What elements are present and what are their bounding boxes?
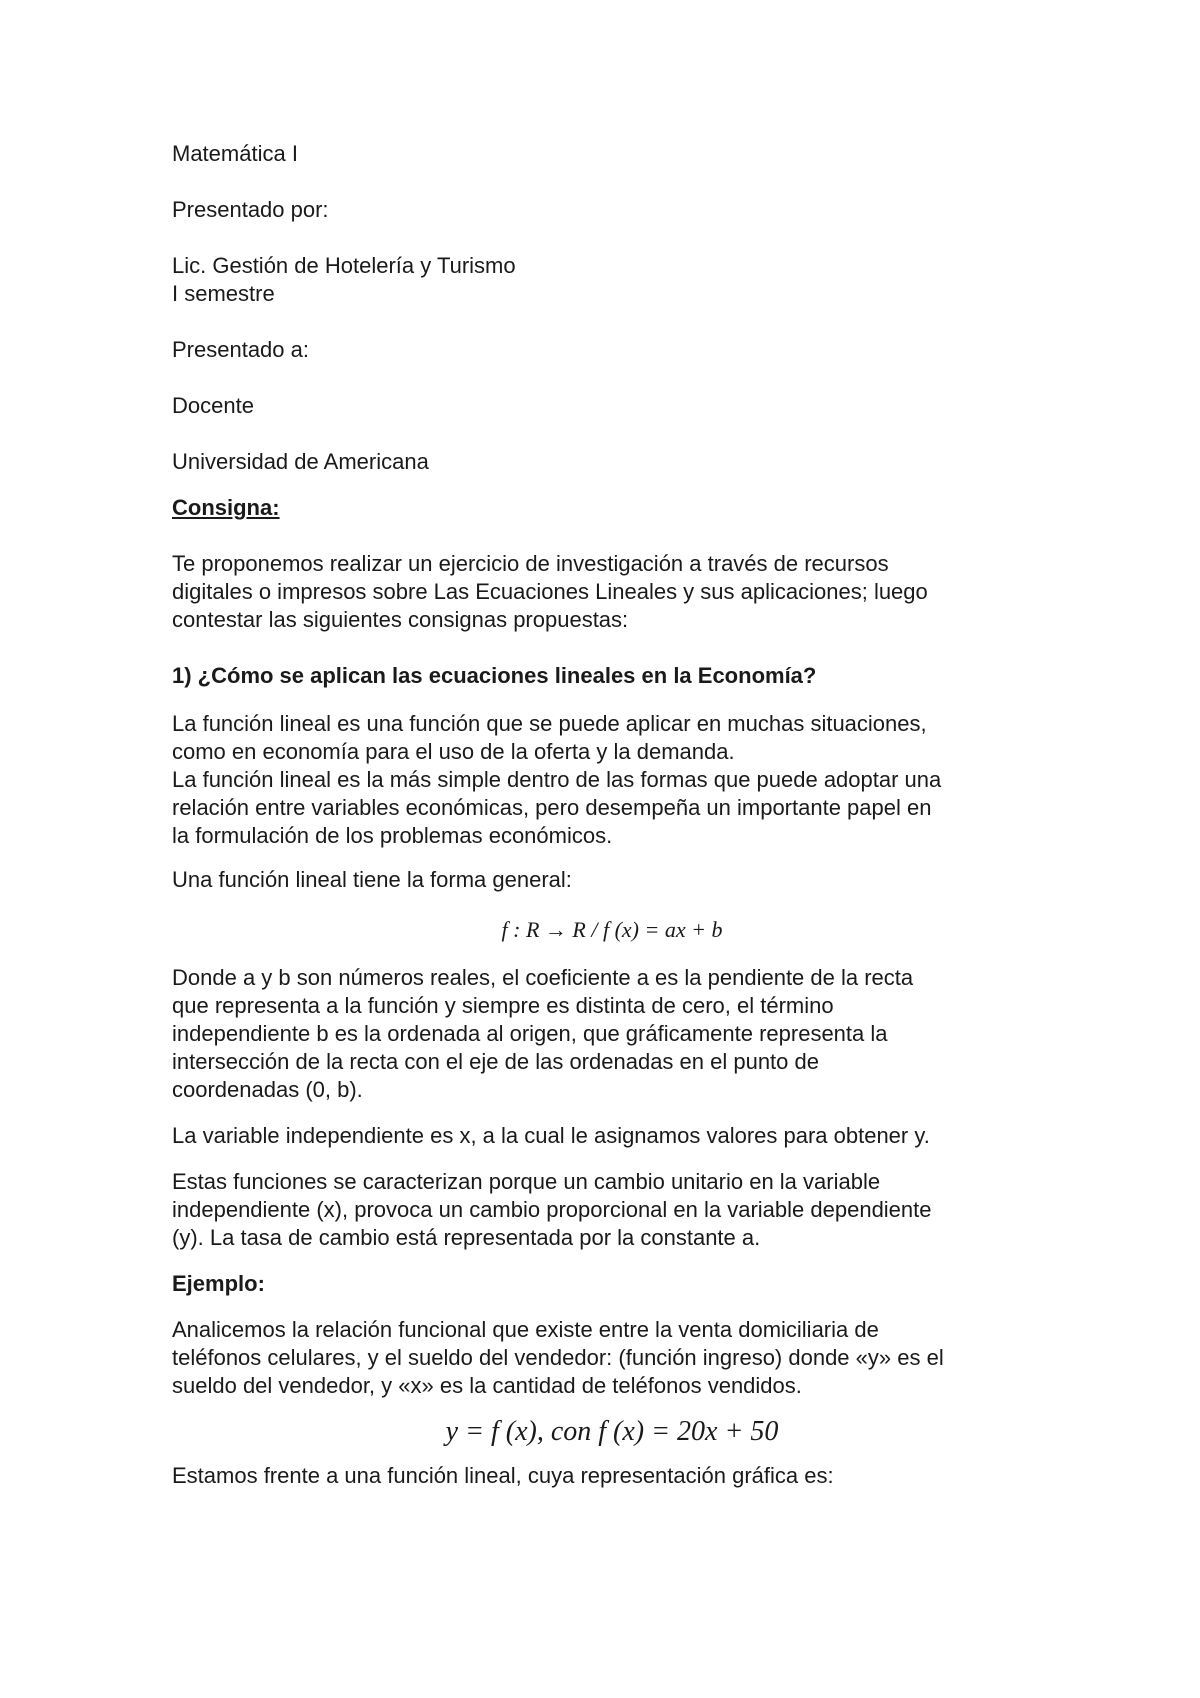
question-1-title: 1) ¿Cómo se aplican las ecuaciones lineales en la Economía? — [172, 663, 817, 688]
paragraph-line: intersección de la recta con el eje de las ordenadas en el punto de — [172, 1049, 819, 1074]
formula-general: f : R → R / f (x) = ax + b — [501, 917, 723, 942]
paragraph-line: La función lineal es una función que se puede aplicar en muchas situaciones, — [172, 711, 927, 736]
paragraph-line: teléfonos celulares, y el sueldo del vendedor: (función ingreso) donde «y» es el — [172, 1345, 944, 1370]
paragraph-line: independiente b es la ordenada al origen, que gráficamente representa la — [172, 1021, 888, 1046]
teacher-name: Docente — [172, 393, 254, 418]
paragraph-4 — [172, 1168, 1052, 1252]
paragraph-line: independiente (x), provoca un cambio proporcional en la variable dependiente — [172, 1197, 932, 1222]
presented-by-label: Presentado por: — [172, 197, 329, 222]
paragraph-line: que representa a la función y siempre es distinta de cero, el término — [172, 993, 834, 1018]
paragraph-line: Donde a y b son números reales, el coeficiente a es la pendiente de la recta — [172, 965, 914, 990]
paragraph-line: Estas funciones se caracterizan porque un cambio unitario en la variable — [172, 1169, 881, 1194]
example-paragraph — [172, 1316, 1052, 1400]
document-page — [172, 140, 1052, 1490]
assignment-intro-line: Te proponemos realizar un ejercicio de investigación a través de recursos — [172, 551, 889, 576]
assignment-intro — [172, 550, 1052, 634]
closing-sentence: Estamos frente a una función lineal, cuya representación gráfica es: — [172, 1463, 834, 1488]
paragraph-line: coordenadas (0, b). — [172, 1077, 363, 1102]
paragraph-line: La función lineal es la más simple dentro de las formas que puede adoptar una — [172, 767, 942, 792]
general-form-label: Una función lineal tiene la forma general: — [172, 867, 572, 892]
semester: I semestre — [172, 281, 275, 306]
paragraph-line: como en economía para el uso de la oferta y la demanda. — [172, 739, 735, 764]
assignment-intro-line: digitales o impresos sobre Las Ecuaciones Lineales y sus aplicaciones; luego — [172, 579, 928, 604]
assignment-heading: Consigna: — [172, 495, 280, 520]
university-name: Universidad de Americana — [172, 449, 429, 474]
paragraph-1 — [172, 710, 1052, 850]
program-name: Lic. Gestión de Hotelería y Turismo — [172, 253, 516, 278]
assignment-intro-line: contestar las siguientes consignas propuestas: — [172, 607, 629, 632]
paragraph-2 — [172, 964, 1052, 1104]
paragraph-line: Analicemos la relación funcional que existe entre la venta domiciliaria de — [172, 1317, 879, 1342]
paragraph-3: La variable independiente es x, a la cual le asignamos valores para obtener y. — [172, 1123, 930, 1148]
presented-to-label: Presentado a: — [172, 337, 309, 362]
course-title: Matemática I — [172, 141, 298, 166]
paragraph-line: la formulación de los problemas económicos. — [172, 823, 613, 848]
example-heading: Ejemplo: — [172, 1271, 265, 1296]
formula-example: y = f (x), con f (x) = 20x + 50 — [445, 1416, 779, 1447]
paragraph-line: sueldo del vendedor, y «x» es la cantidad de teléfonos vendidos. — [172, 1373, 802, 1398]
paragraph-line: (y). La tasa de cambio está representada por la constante a. — [172, 1225, 761, 1250]
paragraph-line: relación entre variables económicas, pero desempeña un importante papel en — [172, 795, 932, 820]
